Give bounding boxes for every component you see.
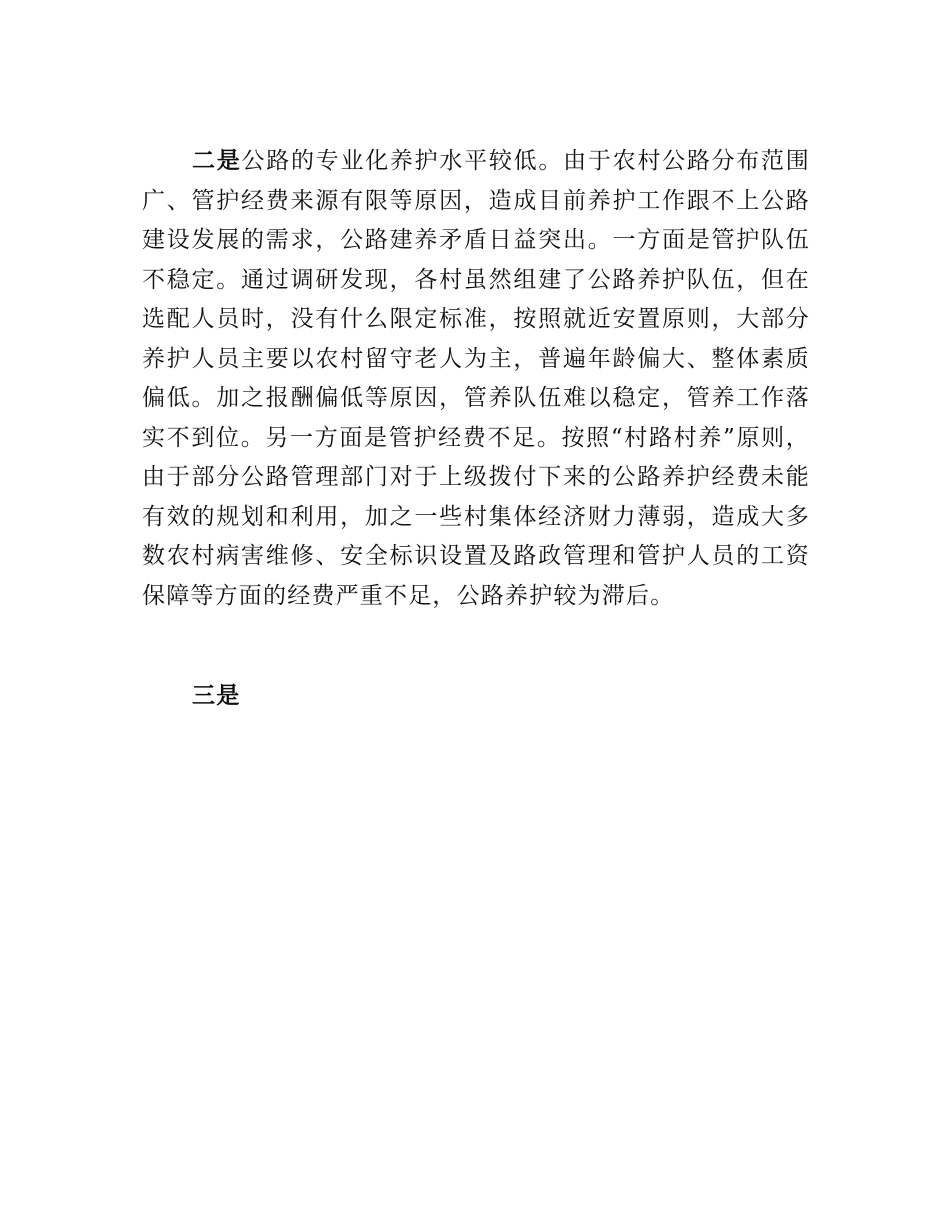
paragraph-body-second: 公路的专业化养护水平较低。由于农村公路分布范围广、管护经费来源有限等原因，造成目前养护工作跟不上公路建设发展的需求，公路建养矛盾日益突出。一方面是管护队伍不稳定。通过调研发现，各村虽然组建了公路养护队伍，但在选配人员时，没有什么限定标准，按照就近安置原则，大部分养护人员主要以农村留守老人为主，普遍年龄偏大、整体素质偏低。加之报酬偏低等原因，管养队伍难以稳定，管养工作落实不到位。另一方面是管护经费不足。按照“村路村养”原则，由于部分公路管理部门对于上级拨付下来的公路养护经费未能有效的规划和利用，加之一些村集体经济财力薄弱，造成大多数农村病害维修、安全标识设置及路政管理和管护人员的工资保障等方面的经费严重不足，公路养护较为滞后。 xyxy=(142,148,810,609)
paragraph-lead-second: 二是 xyxy=(192,148,242,174)
paragraph-road-maintenance xyxy=(142,142,810,616)
paragraph-lead-third: 三是 xyxy=(192,683,241,709)
paragraph-third xyxy=(142,677,810,717)
